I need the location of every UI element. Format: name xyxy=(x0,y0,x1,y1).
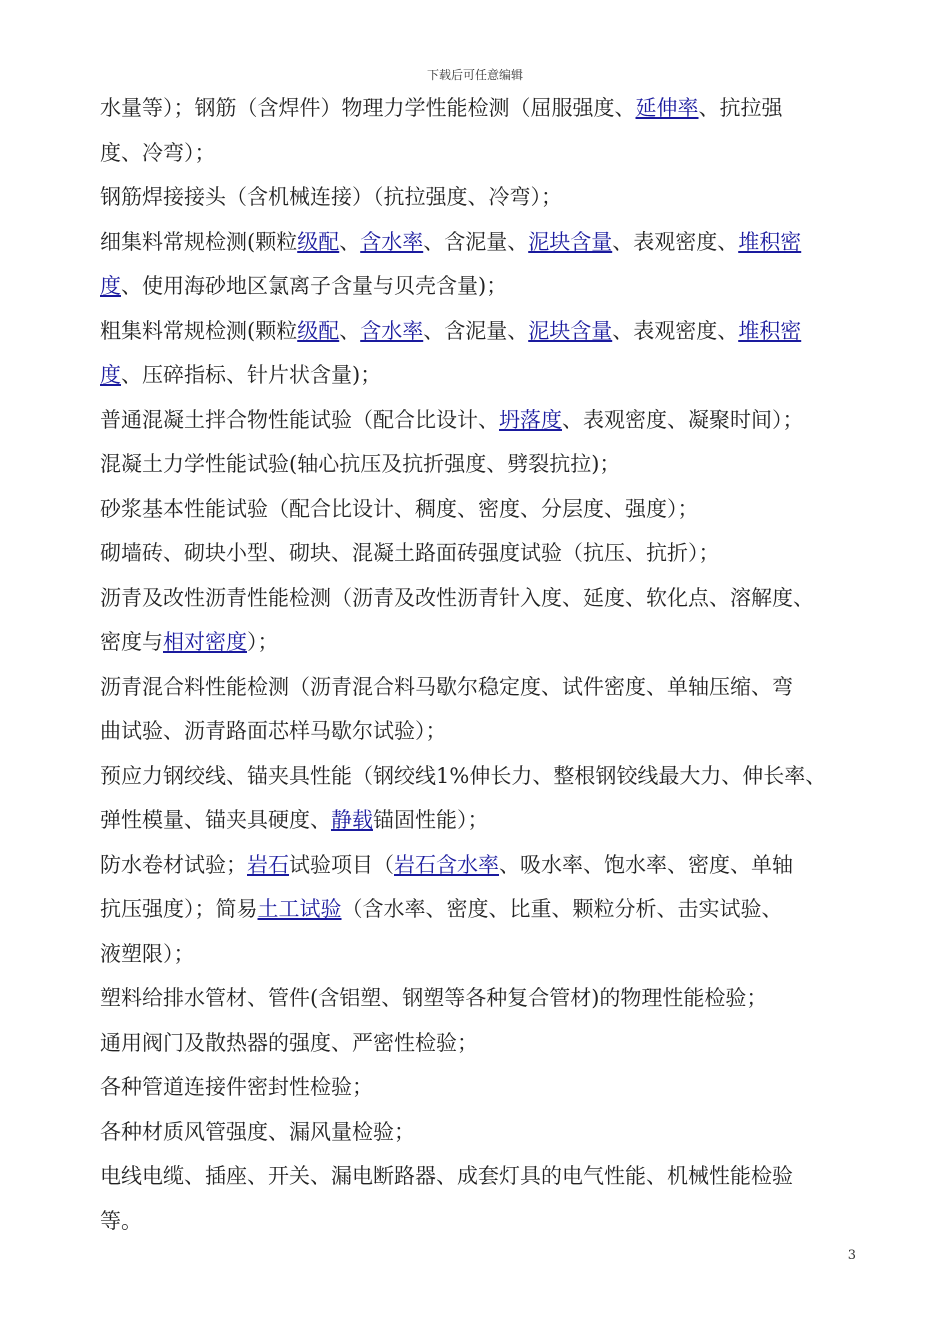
text-run: 度、冷弯）； xyxy=(100,140,216,165)
hyperlink[interactable]: 级配 xyxy=(297,318,340,343)
hyperlink[interactable]: 含水率 xyxy=(360,318,424,343)
text-run: 弹性模量、锚夹具硬度、 xyxy=(100,808,331,832)
text-line xyxy=(100,398,860,443)
text-run: 、含泥量、 xyxy=(423,229,529,254)
text-run: 、使用海砂地区氯离子含量与贝壳含量)； xyxy=(121,274,508,298)
text-run: 、 xyxy=(339,229,361,254)
text-line xyxy=(100,487,860,532)
text-run: 沥青混合料性能检测（沥青混合料马歇尔稳定度、试件密度、单轴压缩、弯 xyxy=(100,674,793,699)
text-run: 各种材质风管强度、漏风量检验； xyxy=(100,1119,415,1144)
text-run: （含水率、密度、比重、颗粒分析、击实试验、 xyxy=(341,897,783,921)
hyperlink[interactable]: 相对密度 xyxy=(163,630,247,654)
text-run: 、含泥量、 xyxy=(423,318,529,343)
hyperlink[interactable]: 堆积密 xyxy=(738,229,802,254)
text-run: 液塑限）； xyxy=(100,941,195,966)
text-line xyxy=(100,798,860,843)
text-line xyxy=(100,86,860,131)
text-run: 、表观密度、 xyxy=(612,318,739,343)
hyperlink[interactable]: 坍落度 xyxy=(499,407,562,432)
hyperlink[interactable]: 延伸率 xyxy=(635,96,699,120)
text-run: 沥青及改性沥青性能检测（沥青及改性沥青针入度、延度、软化点、溶解度、 xyxy=(100,585,814,610)
text-line xyxy=(100,264,860,309)
hyperlink[interactable]: 岩石 xyxy=(247,852,289,877)
text-line xyxy=(100,709,860,754)
text-run: 试验项目（ xyxy=(289,852,394,877)
text-run: 水量等）；钢筋（含焊件）物理力学性能检测（屈服强度、 xyxy=(100,96,636,120)
text-run: ）； xyxy=(247,630,279,654)
text-run: 通用阀门及散热器的强度、严密性检验； xyxy=(100,1030,478,1055)
text-run: 各种管道连接件密封性检验； xyxy=(100,1075,373,1099)
hyperlink[interactable]: 静载 xyxy=(331,808,373,832)
hyperlink[interactable]: 岩石含水率 xyxy=(394,852,499,877)
text-run: 、表观密度、凝聚时间）； xyxy=(562,407,804,432)
text-line xyxy=(100,1110,860,1155)
page-header: 下载后可任意编辑 xyxy=(426,68,523,82)
text-run: 、 xyxy=(339,318,361,343)
text-line xyxy=(100,1199,860,1244)
text-run: 普通混凝土拌合物性能试验（配合比设计、 xyxy=(100,407,499,432)
text-line xyxy=(100,175,860,220)
text-run: 抗压强度）；简易 xyxy=(100,897,258,921)
text-line xyxy=(100,932,860,977)
text-run: 混凝土力学性能试验(轴心抗压及抗折强度、劈裂抗拉)； xyxy=(100,452,621,476)
text-line xyxy=(100,1065,860,1110)
text-run: 曲试验、沥青路面芯样马歇尔试验）； xyxy=(100,719,447,743)
text-run: 等。 xyxy=(100,1208,142,1233)
text-line xyxy=(100,665,860,710)
text-line xyxy=(100,887,860,932)
text-run: 、抗拉强 xyxy=(698,96,783,120)
hyperlink[interactable]: 度 xyxy=(100,274,121,298)
text-line xyxy=(100,309,860,354)
text-run: 预应力钢绞线、锚夹具性能（钢绞线1%伸长力、整根钢铰线最大力、伸长率、 xyxy=(100,763,827,788)
hyperlink[interactable]: 级配 xyxy=(297,229,340,254)
hyperlink[interactable]: 含水率 xyxy=(360,229,424,254)
text-run: 密度与 xyxy=(100,630,163,654)
text-run: 、吸水率、饱水率、密度、单轴 xyxy=(499,852,793,877)
text-line xyxy=(100,754,860,799)
text-run: 砂浆基本性能试验（配合比设计、稠度、密度、分层度、强度）； xyxy=(100,496,699,521)
text-line xyxy=(100,843,860,888)
hyperlink[interactable]: 度 xyxy=(100,363,121,387)
text-line xyxy=(100,531,860,576)
text-run: 锚固性能）； xyxy=(373,808,489,832)
text-run: 钢筋焊接接头（含机械连接）（抗拉强度、冷弯）； xyxy=(100,185,562,209)
text-line xyxy=(100,976,860,1021)
text-run: 电线电缆、插座、开关、漏电断路器、成套灯具的电气性能、机械性能检验 xyxy=(100,1164,793,1188)
text-run: 塑料给排水管材、管件(含铝塑、钢塑等各种复合管材)的物理性能检验； xyxy=(100,986,768,1010)
text-line xyxy=(100,442,860,487)
text-line xyxy=(100,220,860,265)
document-body xyxy=(100,86,860,1243)
text-line xyxy=(100,131,860,176)
text-run: 细集料常规检测(颗粒 xyxy=(100,229,298,254)
hyperlink[interactable]: 土工试验 xyxy=(257,897,342,921)
text-line xyxy=(100,353,860,398)
text-run: 砌墙砖、砌块小型、砌块、混凝土路面砖强度试验（抗压、抗折）； xyxy=(100,541,720,565)
hyperlink[interactable]: 泥块含量 xyxy=(528,229,613,254)
text-line xyxy=(100,1021,860,1066)
text-run: 防水卷材试验； xyxy=(100,852,247,877)
text-run: 粗集料常规检测(颗粒 xyxy=(100,318,298,343)
text-run: 、压碎指标、针片状含量)； xyxy=(121,363,382,387)
text-line xyxy=(100,576,860,621)
text-line xyxy=(100,620,860,665)
hyperlink[interactable]: 泥块含量 xyxy=(528,318,613,343)
text-line xyxy=(100,1154,860,1199)
page-number: 3 xyxy=(847,1248,856,1263)
text-run: 、表观密度、 xyxy=(612,229,739,254)
hyperlink[interactable]: 堆积密 xyxy=(738,318,802,343)
